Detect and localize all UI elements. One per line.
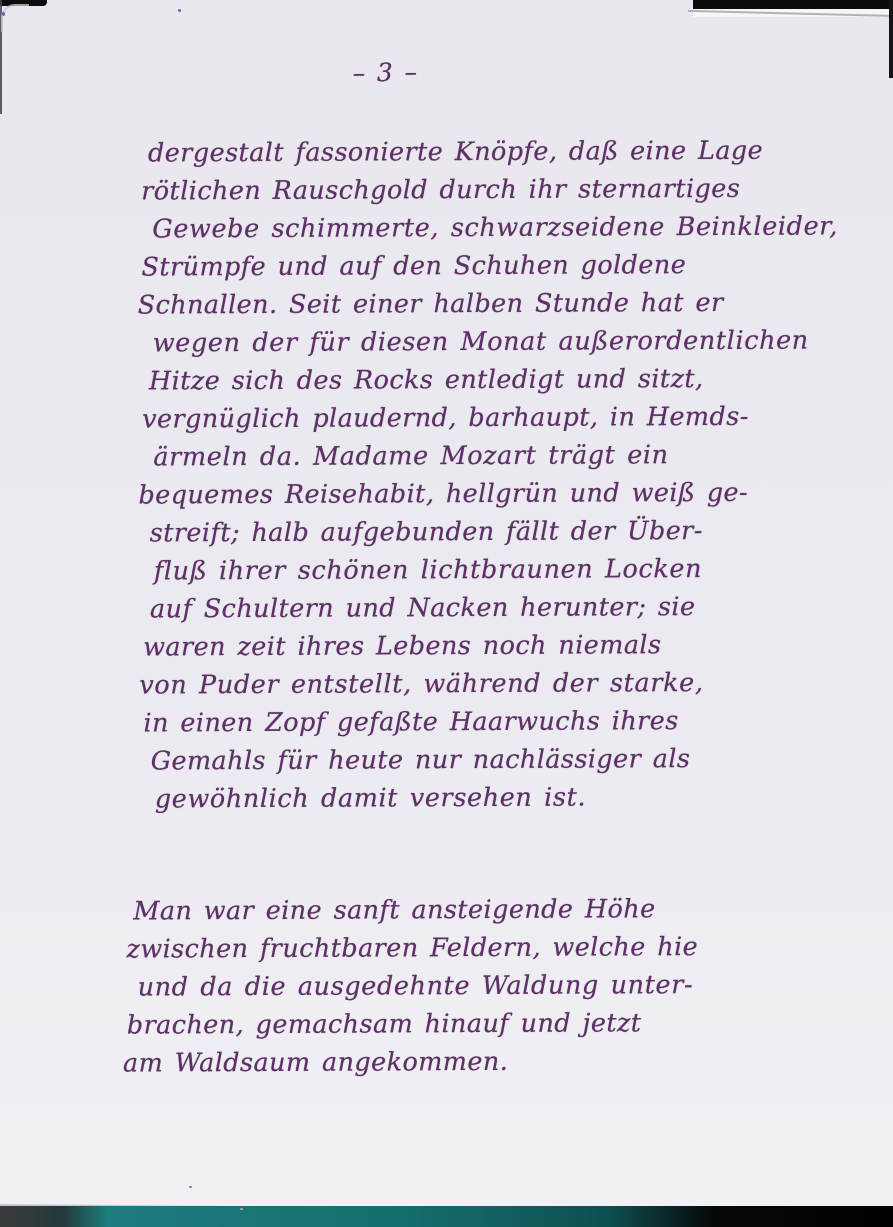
handwritten-line: und da die ausgedehnte Waldung unter- — [137, 970, 694, 1003]
handwritten-line: Schnallen. Seit einer halben Stunde hat er — [137, 287, 724, 321]
scan-speck — [178, 9, 181, 12]
handwritten-line: am Waldsaum angekommen. — [122, 1046, 509, 1079]
handwritten-line: wegen der für diesen Monat außerordentlichen — [152, 325, 809, 359]
handwritten-line: zwischen fruchtbaren Feldern, welche hie — [126, 932, 699, 965]
scan-edge-top-right — [693, 0, 893, 9]
scan-speck — [189, 1186, 192, 1188]
handwritten-line: dergestalt fassonierte Knöpfe, daß eine Lage — [147, 135, 764, 169]
handwritten-line: fluß ihrer schönen lichtbraunen Locken — [153, 554, 703, 587]
handwritten-line: bequemes Reisehabit, hellgrün und weiß ge- — [138, 477, 749, 511]
paper-corner-top-left — [1, 4, 29, 32]
page-number: – 3 – — [352, 57, 418, 88]
handwritten-line: Hitze sich des Rocks entledigt und sitzt, — [148, 363, 704, 397]
scan-edge-right — [889, 0, 893, 78]
handwritten-line: in einen Zopf gefaßte Haarwuchs ihres — [143, 706, 679, 739]
handwritten-line: rötlichen Rauschgold durch ihr sternartiges — [141, 173, 741, 207]
paragraph-1 — [137, 132, 839, 819]
handwritten-line: von Puder entstellt, während der starke, — [139, 667, 704, 701]
scan-edge-bottom-band — [0, 1206, 893, 1227]
handwritten-line: Strümpfe und auf den Schuhen goldene — [141, 250, 687, 283]
paragraph-2 — [122, 890, 800, 1083]
scan-speck — [2, 12, 5, 16]
handwritten-line: gewöhnlich damit versehen ist. — [154, 782, 587, 815]
handwritten-line: Gewebe schimmerte, schwarzseidene Beinkleider, — [152, 211, 839, 245]
handwritten-line: vergnüglich plaudernd, barhaupt, in Hemds- — [142, 401, 749, 435]
handwritten-line: brachen, gemachsam hinauf und jetzt — [126, 1008, 642, 1041]
handwritten-text-block — [122, 132, 839, 1083]
scan-speck — [240, 1208, 243, 1210]
handwritten-line: streift; halb aufgebunden fällt der Über- — [149, 516, 703, 549]
handwritten-line: auf Schultern und Nacken herunter; sie — [149, 592, 696, 625]
handwritten-line: Man war eine sanft ansteigende Höhe — [133, 894, 656, 927]
handwritten-line: Gemahls für heute nur nachlässiger als — [150, 744, 691, 777]
handwritten-line: ärmeln da. Madame Mozart trägt ein — [153, 440, 669, 473]
handwritten-line: waren zeit ihres Lebens noch niemals — [143, 630, 662, 663]
